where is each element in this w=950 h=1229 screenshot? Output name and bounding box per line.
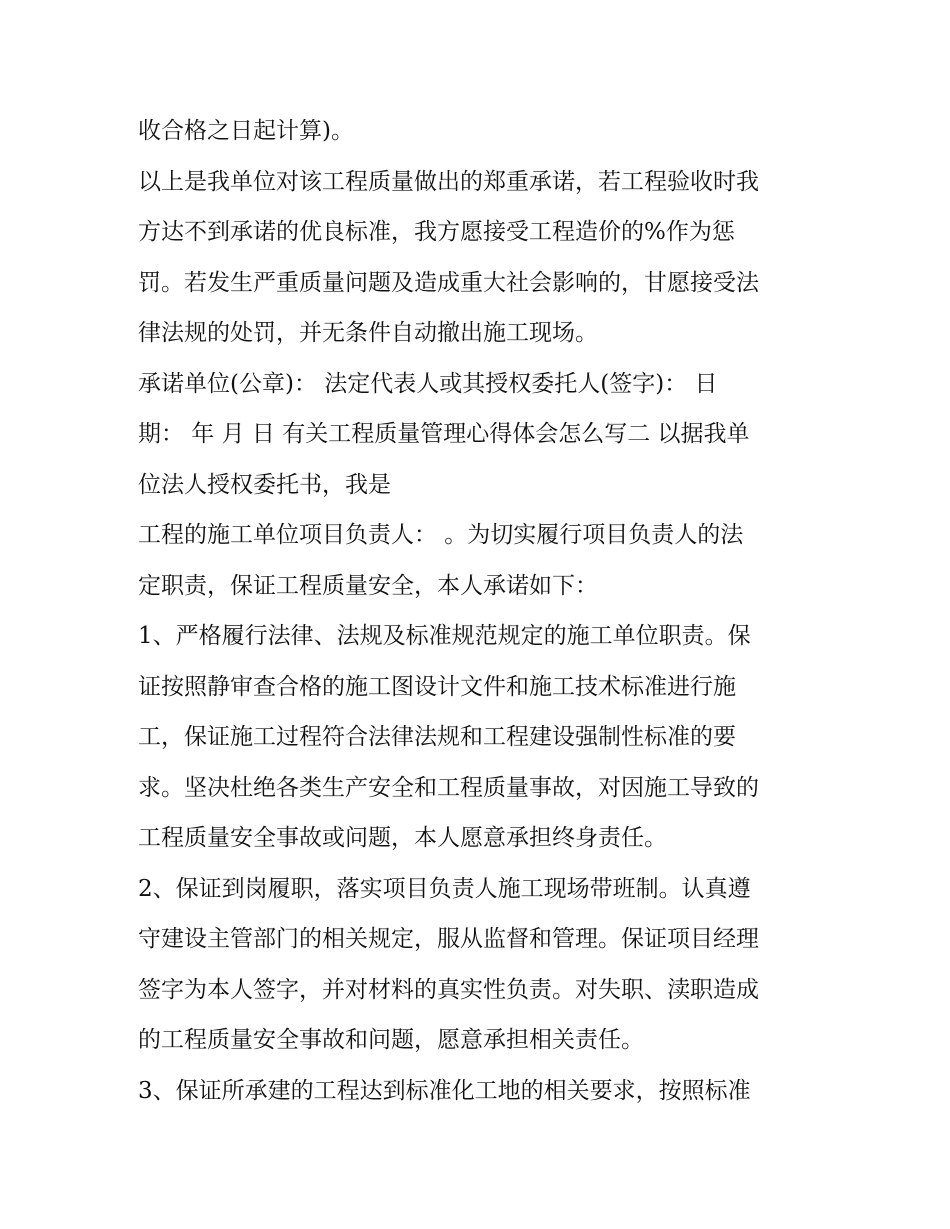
text-line: 1、严格履行法律、法规及标准规范规定的施工单位职责。保 bbox=[138, 623, 751, 649]
text-line: 求。坚决杜绝各类生产安全和工程质量事故，对因施工导致的 bbox=[138, 774, 759, 801]
text-line: 3、保证所承建的工程达到标准化工地的相关要求，按照标准 bbox=[138, 1077, 751, 1104]
text-line: 工，保证施工过程符合法律法规和工程建设强制性标准的要 bbox=[138, 724, 736, 750]
text-line: 期： 年 月 日 有关工程质量管理心得体会怎么写二 以据我单 bbox=[138, 421, 750, 447]
text-line: 的工程质量安全事故和问题，愿意承担相关责任。 bbox=[138, 1027, 644, 1053]
text-line: 罚。若发生严重质量问题及造成重大社会影响的，甘愿接受法 bbox=[138, 269, 759, 296]
text-line: 工程质量安全事故或问题，本人愿意承担终身责任。 bbox=[138, 825, 667, 851]
text-line: 证按照静审查合格的施工图设计文件和施工技术标准进行施 bbox=[138, 673, 736, 700]
text-line: 工程的施工单位项目负责人： 。为切实履行项目负责人的法 bbox=[138, 522, 744, 548]
text-line: 位法人授权委托书，我是 bbox=[138, 471, 391, 498]
text-line: 收合格之日起计算)。 bbox=[138, 118, 354, 144]
document-body bbox=[138, 106, 828, 1116]
text-line: 定职责，保证工程质量安全，本人承诺如下： bbox=[138, 572, 598, 599]
text-line: 以上是我单位对该工程质量做出的郑重承诺，若工程验收时我 bbox=[138, 168, 759, 195]
text-line: 承诺单位(公章)： 法定代表人或其授权委托人(签字)： 日 bbox=[138, 370, 718, 397]
text-line: 律法规的处罚，并无条件自动撤出施工现场。 bbox=[138, 320, 598, 346]
text-line: 方达不到承诺的优良标准，我方愿接受工程造价的%作为惩 bbox=[138, 219, 735, 245]
text-line: 2、保证到岗履职，落实项目负责人施工现场带班制。认真遵 bbox=[138, 875, 751, 902]
text-line: 守建设主管部门的相关规定，服从监督和管理。保证项目经理 bbox=[138, 926, 759, 952]
text-line: 签字为本人签字，并对材料的真实性负责。对失职、渎职造成 bbox=[138, 976, 759, 1003]
